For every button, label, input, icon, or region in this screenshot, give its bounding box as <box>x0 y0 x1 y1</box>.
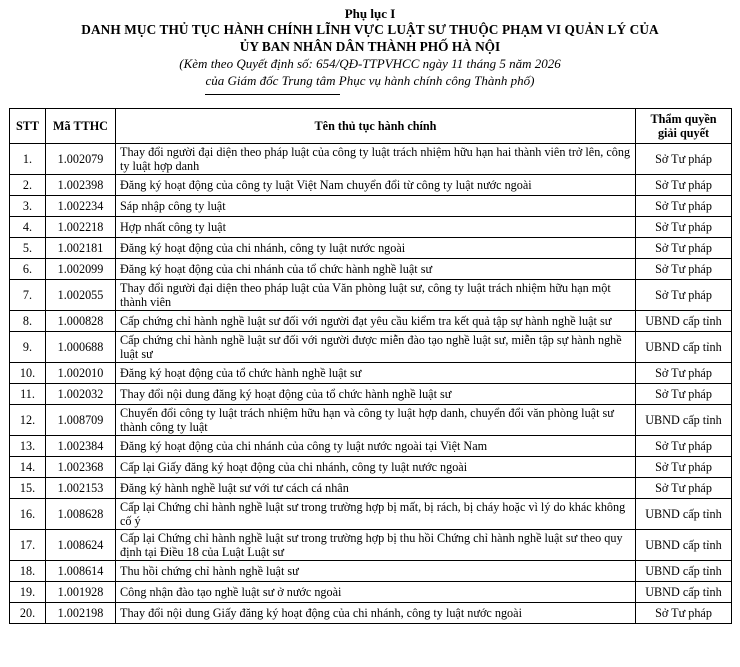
authority: Sở Tư pháp <box>636 238 732 259</box>
procedure-code: 1.008628 <box>46 499 116 530</box>
procedure-code: 1.000688 <box>46 332 116 363</box>
decision-reference-line2: của Giám đốc Trung tâm Phục vụ hành chính công Thành phố) <box>205 73 535 88</box>
row-number: 15. <box>10 478 46 499</box>
column-header-stt: STT <box>10 109 46 144</box>
table-row <box>10 478 732 499</box>
procedure-code: 1.008614 <box>46 561 116 582</box>
procedure-code: 1.002032 <box>46 384 116 405</box>
procedure-name: Chuyển đổi công ty luật trách nhiệm hữu hạn và công ty luật hợp danh, chuyển đổi văn phòng luật sư thành công ty luật <box>116 405 636 436</box>
authority: Sở Tư pháp <box>636 478 732 499</box>
procedure-code: 1.002218 <box>46 217 116 238</box>
procedure-name: Đăng ký hoạt động của chi nhánh, công ty luật nước ngoài <box>116 238 636 259</box>
table-row <box>10 457 732 478</box>
row-number: 5. <box>10 238 46 259</box>
authority: UBND cấp tỉnh <box>636 561 732 582</box>
row-number: 17. <box>10 530 46 561</box>
row-number: 7. <box>10 280 46 311</box>
document-title-line2: ỦY BAN NHÂN DÂN THÀNH PHỐ HÀ NỘI <box>239 39 501 54</box>
table-row <box>10 259 732 280</box>
procedure-code: 1.002384 <box>46 436 116 457</box>
row-number: 1. <box>10 144 46 175</box>
row-number: 11. <box>10 384 46 405</box>
authority: Sở Tư pháp <box>636 259 732 280</box>
procedure-name: Đăng ký hoạt động của tổ chức hành nghề luật sư <box>116 363 636 384</box>
authority: Sở Tư pháp <box>636 603 732 624</box>
table-row <box>10 436 732 457</box>
row-number: 9. <box>10 332 46 363</box>
table-row <box>10 603 732 624</box>
authority: Sở Tư pháp <box>636 196 732 217</box>
row-number: 18. <box>10 561 46 582</box>
procedure-name: Công nhận đào tạo nghề luật sư ở nước ngoài <box>116 582 636 603</box>
procedure-code: 1.002055 <box>46 280 116 311</box>
authority: Sở Tư pháp <box>636 217 732 238</box>
procedure-code: 1.002153 <box>46 478 116 499</box>
procedure-code: 1.002099 <box>46 259 116 280</box>
authority: Sở Tư pháp <box>636 384 732 405</box>
procedure-code: 1.002368 <box>46 457 116 478</box>
table-row <box>10 238 732 259</box>
table-row <box>10 196 732 217</box>
procedure-code: 1.001928 <box>46 582 116 603</box>
authority: UBND cấp tỉnh <box>636 582 732 603</box>
procedure-name: Đăng ký hoạt động của công ty luật Việt Nam chuyển đổi từ công ty luật nước ngoài <box>116 175 636 196</box>
table-row <box>10 363 732 384</box>
authority: Sở Tư pháp <box>636 175 732 196</box>
authority: Sở Tư pháp <box>636 436 732 457</box>
procedure-name: Cấp lại Chứng chỉ hành nghề luật sư trong trường hợp bị mất, bị rách, bị cháy hoặc vì lý do khác không cố ý <box>116 499 636 530</box>
table-row <box>10 530 732 561</box>
table-body <box>10 144 732 624</box>
procedure-name: Cấp lại Giấy đăng ký hoạt động của chi nhánh, công ty luật nước ngoài <box>116 457 636 478</box>
table-header-row <box>10 109 732 144</box>
row-number: 19. <box>10 582 46 603</box>
row-number: 16. <box>10 499 46 530</box>
procedure-code: 1.002234 <box>46 196 116 217</box>
authority: Sở Tư pháp <box>636 280 732 311</box>
row-number: 20. <box>10 603 46 624</box>
procedure-name: Thay đổi nội dung Giấy đăng ký hoạt động của chi nhánh, công ty luật nước ngoài <box>116 603 636 624</box>
table-row <box>10 405 732 436</box>
authority: UBND cấp tỉnh <box>636 499 732 530</box>
header-divider <box>205 94 340 95</box>
authority: UBND cấp tỉnh <box>636 332 732 363</box>
procedure-code: 1.002079 <box>46 144 116 175</box>
authority: Sở Tư pháp <box>636 144 732 175</box>
table-row <box>10 332 732 363</box>
procedure-name: Cấp chứng chỉ hành nghề luật sư đối với người được miễn đào tạo nghề luật sư, miễn tập sự hành nghề luật sư <box>116 332 636 363</box>
procedure-name: Cấp lại Chứng chỉ hành nghề luật sư trong trường hợp bị thu hồi Chứng chỉ hành nghề luật sư theo quy định tại Điều 18 của Luật Luật sư <box>116 530 636 561</box>
row-number: 10. <box>10 363 46 384</box>
procedure-name: Thay đổi người đại diện theo pháp luật của công ty luật trách nhiệm hữu hạn hai thành viên trở lên, công ty luật hợp danh <box>116 144 636 175</box>
procedure-code: 1.002198 <box>46 603 116 624</box>
procedures-table <box>9 108 732 624</box>
authority: UBND cấp tỉnh <box>636 311 732 332</box>
row-number: 3. <box>10 196 46 217</box>
table-row <box>10 499 732 530</box>
procedure-name: Cấp chứng chỉ hành nghề luật sư đối với người đạt yêu cầu kiểm tra kết quả tập sự hành nghề luật sư <box>116 311 636 332</box>
table-row <box>10 582 732 603</box>
authority: UBND cấp tỉnh <box>636 405 732 436</box>
appendix-label: Phụ lục I <box>344 6 396 21</box>
row-number: 6. <box>10 259 46 280</box>
authority: UBND cấp tỉnh <box>636 530 732 561</box>
table-row <box>10 384 732 405</box>
procedure-name: Sáp nhập công ty luật <box>116 196 636 217</box>
row-number: 4. <box>10 217 46 238</box>
procedure-name: Hợp nhất công ty luật <box>116 217 636 238</box>
procedure-name: Đăng ký hành nghề luật sư với tư cách cá nhân <box>116 478 636 499</box>
procedure-code: 1.008709 <box>46 405 116 436</box>
procedure-name: Thay đổi người đại diện theo pháp luật của Văn phòng luật sư, công ty luật trách nhiệm hữu hạn một thành viên <box>116 280 636 311</box>
decision-reference-line1: (Kèm theo Quyết định số: 654/QĐ-TTPVHCC ngày 11 tháng 5 năm 2026 <box>179 56 561 71</box>
procedure-code: 1.002010 <box>46 363 116 384</box>
row-number: 13. <box>10 436 46 457</box>
table-row <box>10 311 732 332</box>
procedure-name: Thu hồi chứng chỉ hành nghề luật sư <box>116 561 636 582</box>
row-number: 14. <box>10 457 46 478</box>
procedure-name: Thay đổi nội dung đăng ký hoạt động của tổ chức hành nghề luật sư <box>116 384 636 405</box>
procedure-code: 1.000828 <box>46 311 116 332</box>
authority: Sở Tư pháp <box>636 363 732 384</box>
row-number: 12. <box>10 405 46 436</box>
table-row <box>10 280 732 311</box>
row-number: 8. <box>10 311 46 332</box>
column-header-code: Mã TTHC <box>46 109 116 144</box>
column-header-authority: Thẩm quyền giải quyết <box>636 109 732 144</box>
row-number: 2. <box>10 175 46 196</box>
table-row <box>10 144 732 175</box>
column-header-name: Tên thủ tục hành chính <box>116 109 636 144</box>
procedure-code: 1.008624 <box>46 530 116 561</box>
authority: Sở Tư pháp <box>636 457 732 478</box>
table-row <box>10 217 732 238</box>
procedure-name: Đăng ký hoạt động của chi nhánh của tổ chức hành nghề luật sư <box>116 259 636 280</box>
document-title-line1: DANH MỤC THỦ TỤC HÀNH CHÍNH LĨNH VỰC LUẬT SƯ THUỘC PHẠM VI QUẢN LÝ CỦA <box>81 22 659 37</box>
procedure-code: 1.002398 <box>46 175 116 196</box>
procedure-name: Đăng ký hoạt động của chi nhánh của công ty luật nước ngoài tại Việt Nam <box>116 436 636 457</box>
procedure-code: 1.002181 <box>46 238 116 259</box>
table-row <box>10 175 732 196</box>
table-row <box>10 561 732 582</box>
